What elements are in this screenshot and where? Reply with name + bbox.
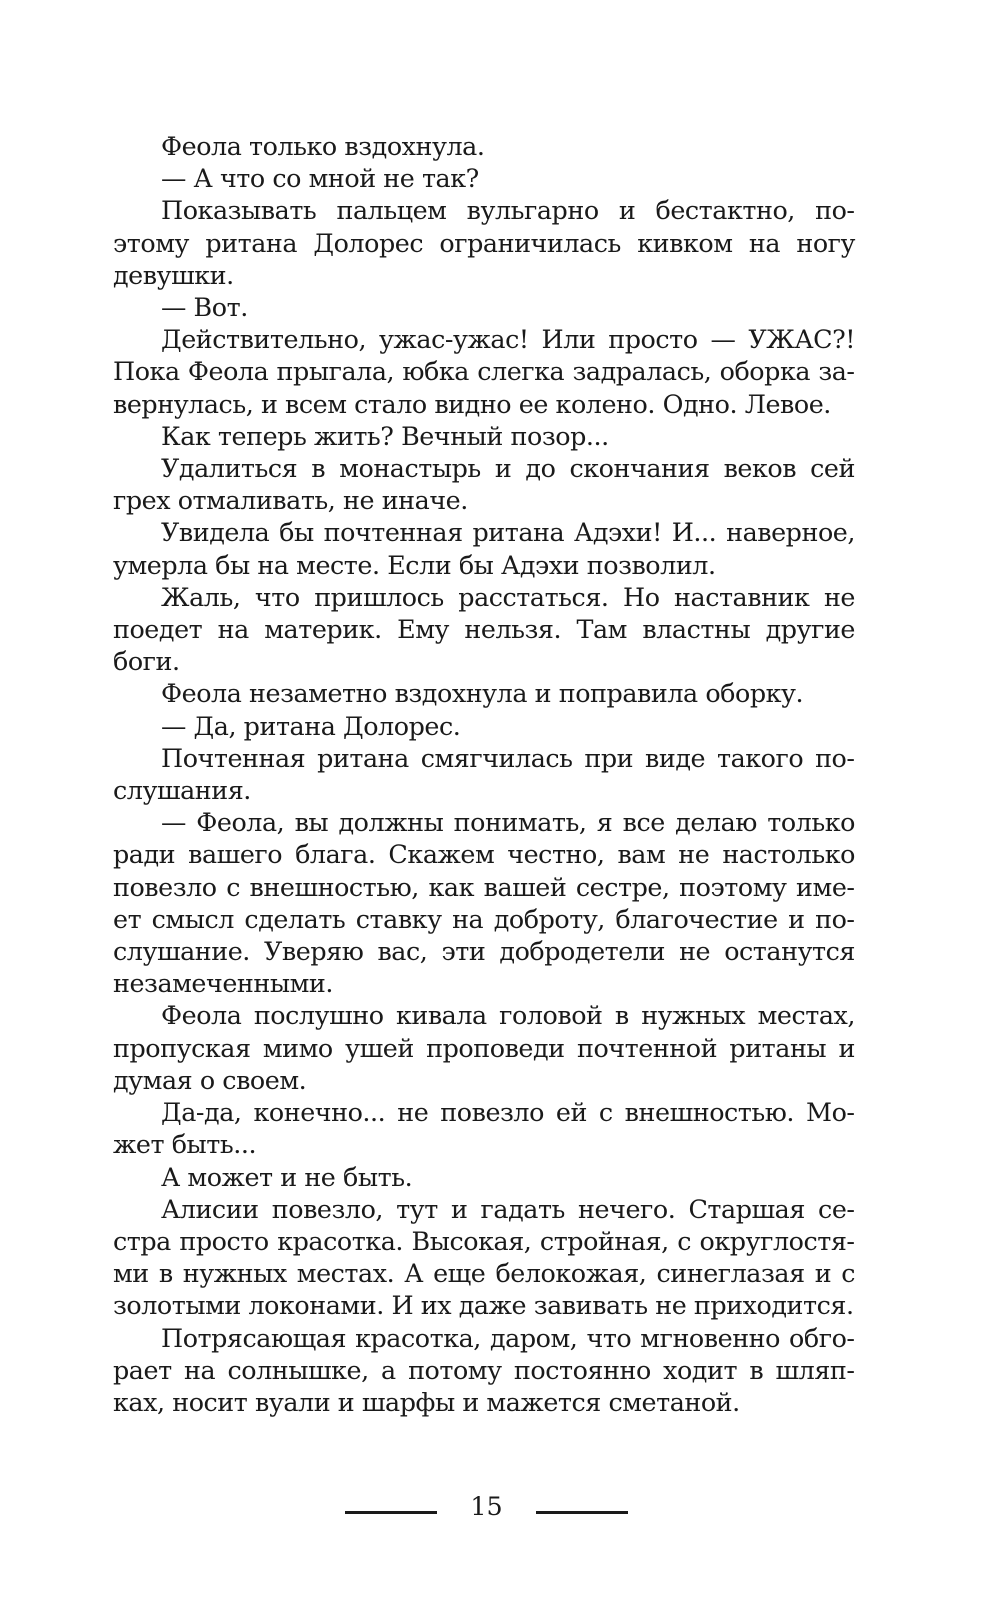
- paragraph: Удалиться в монастырь и до скончания веков сей грех отмаливать, не иначе.: [113, 453, 855, 516]
- page-body-text: [113, 130, 855, 1418]
- paragraph: Алисии повезло, тут и гадать нечего. Старшая сестра просто красотка. Высокая, стройная, с округлостями в нужных местах. А еще белокожая, синеглазая и с золотыми локонами. И их даже завивать не приходится.: [113, 1193, 855, 1321]
- paragraph: Потрясающая красотка, даром, что мгновенно обгорает на солнышке, а потому постоянно ходит в шляпках, носит вуали и шарфы и мажется сметаной.: [113, 1322, 855, 1417]
- dialogue-line: — А что со мной не так?: [161, 163, 479, 194]
- paragraph: Жаль, что пришлось расстаться. Но наставник не поедет на материк. Ему нельзя. Там властны другие боги.: [113, 581, 855, 677]
- paragraph: Феола только вздохнула.: [161, 131, 485, 161]
- paragraph: Почтенная ритана смягчилась при виде такого послушания.: [113, 742, 855, 806]
- paragraph: Как теперь жить? Вечный позор...: [161, 420, 609, 451]
- dialogue-line: — Феола, вы должны понимать, я все делаю только ради вашего блага. Скажем честно, вам не настолько повезло с внешностью, как вашей сестре, поэтому имеет смысл сделать ставку на доброту, благочестие и послушание. Уверяю вас, эти добродетели не останутся незамеченными.: [113, 807, 855, 999]
- paragraph: Действительно, ужас-ужас! Или просто — УЖАС?! Пока Феола прыгала, юбка слегка задралась, оборка завернулась, и всем стало видно ее колено. Одно. Левое.: [113, 324, 855, 419]
- footer-rule-left: [345, 1511, 437, 1514]
- paragraph: Да-да, конечно... не повезло ей с внешностью. Может быть...: [113, 1097, 855, 1160]
- page-footer: [0, 1478, 1000, 1538]
- dialogue-line: — Вот.: [161, 292, 248, 323]
- paragraph: Феола незаметно вздохнула и поправила оборку.: [161, 678, 804, 709]
- footer-rule-right: [536, 1511, 628, 1514]
- paragraph: Показывать пальцем вульгарно и бестактно, поэтому ритана Долорес ограничилась кивком на ногу девушки.: [113, 195, 855, 290]
- paragraph: Увидела бы почтенная ритана Адэхи! И... наверное, умерла бы на месте. Если бы Адэхи позволил.: [113, 517, 855, 580]
- paragraph: А может и не быть.: [161, 1161, 413, 1192]
- dialogue-line: — Да, ритана Долорес.: [161, 710, 461, 741]
- page-number: 15: [470, 1491, 503, 1521]
- paragraph: Феола послушно кивала головой в нужных местах, пропуская мимо ушей проповеди почтенной ританы и думая о своем.: [113, 1000, 855, 1095]
